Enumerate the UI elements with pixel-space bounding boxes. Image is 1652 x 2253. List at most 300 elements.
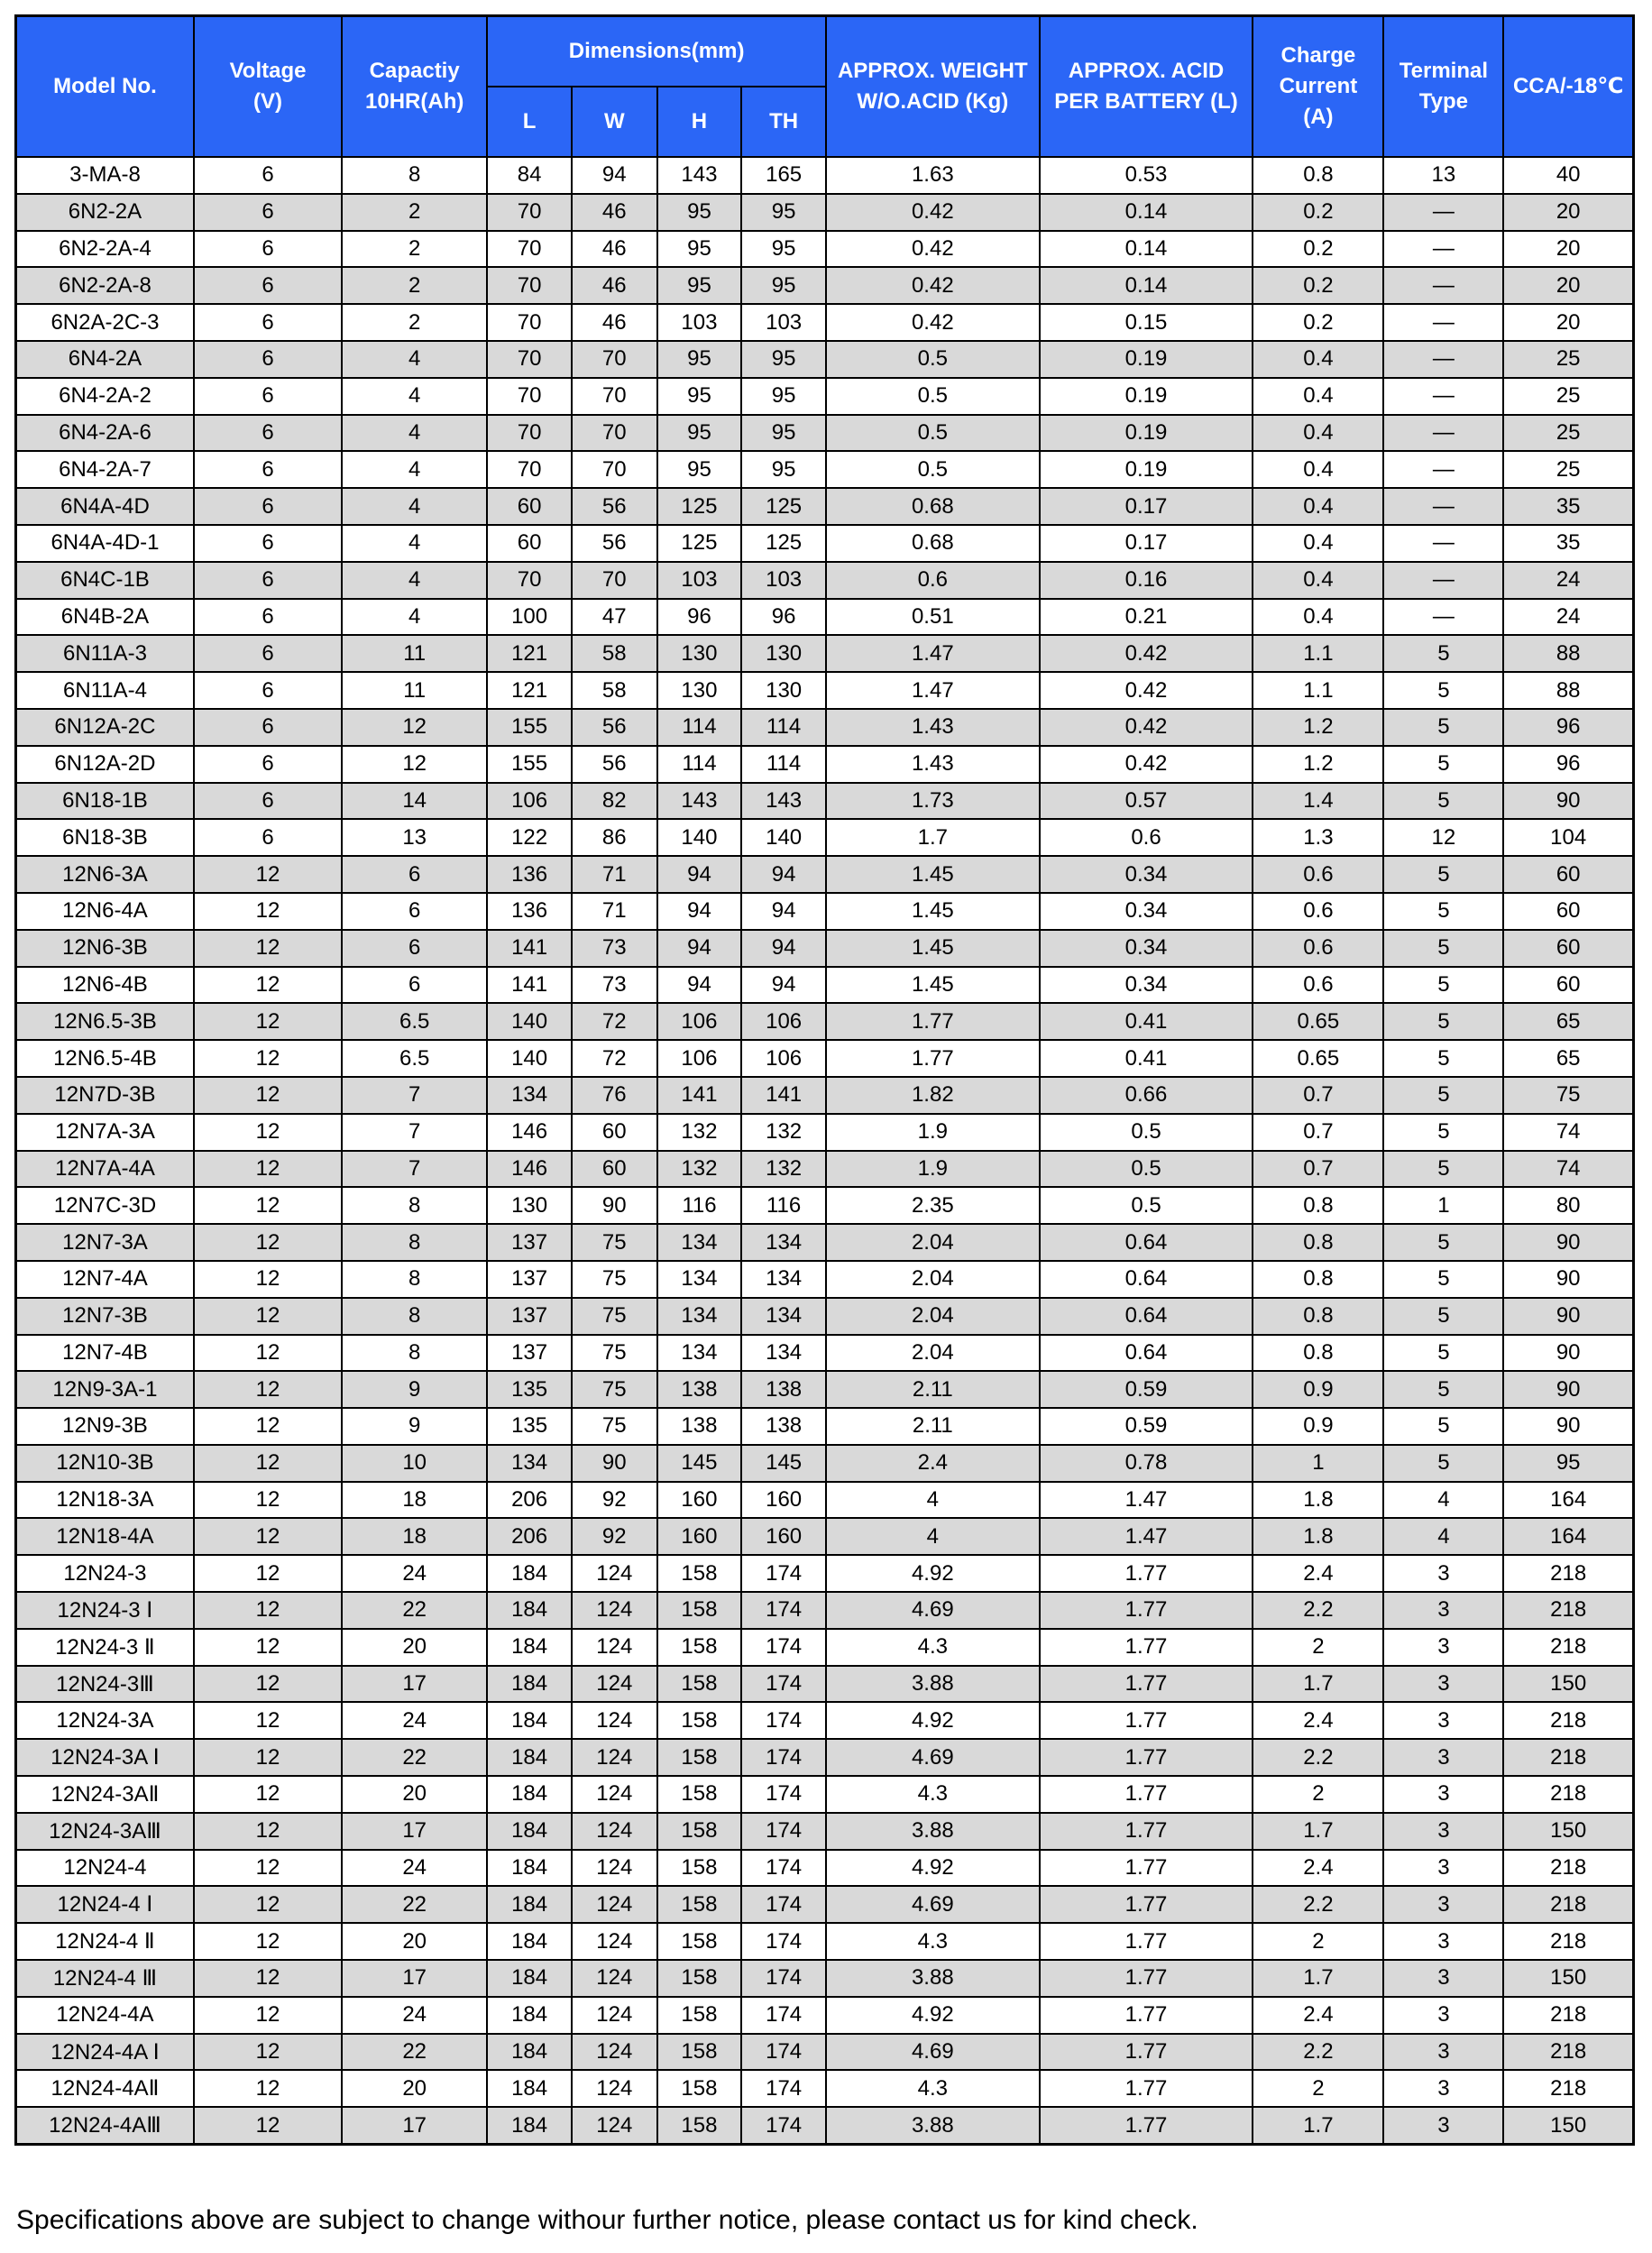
- cell-dim-th: 96: [741, 599, 826, 636]
- cell-dim-l: 70: [487, 194, 572, 231]
- cell-capacity: 20: [342, 2070, 487, 2107]
- cell-acid: 1.77: [1040, 1592, 1253, 1629]
- cell-cca: 74: [1503, 1114, 1633, 1151]
- cell-dim-h: 143: [657, 157, 742, 194]
- cell-dim-h: 158: [657, 1813, 742, 1850]
- cell-capacity: 4: [342, 378, 487, 415]
- cell-dim-l: 141: [487, 930, 572, 967]
- cell-voltage: 12: [194, 893, 342, 930]
- cell-terminal-type: 3: [1383, 1997, 1503, 2034]
- cell-charge-current: 1: [1253, 1445, 1383, 1482]
- table-row: [16, 1850, 1634, 1887]
- cell-dim-l: 184: [487, 1886, 572, 1923]
- cell-voltage: 6: [194, 194, 342, 231]
- cell-dim-w: 60: [572, 1151, 657, 1188]
- cell-acid: 0.19: [1040, 415, 1253, 452]
- cell-dim-l: 206: [487, 1482, 572, 1519]
- cell-dim-h: 134: [657, 1224, 742, 1261]
- cell-terminal-type: 5: [1383, 893, 1503, 930]
- cell-acid: 1.77: [1040, 1813, 1253, 1850]
- table-row: [16, 2070, 1634, 2107]
- cell-charge-current: 0.7: [1253, 1114, 1383, 1151]
- cell-weight: 1.43: [826, 709, 1040, 746]
- cell-cca: 164: [1503, 1482, 1633, 1519]
- cell-dim-h: 158: [657, 1850, 742, 1887]
- table-row: [16, 1482, 1634, 1519]
- cell-acid: 0.53: [1040, 157, 1253, 194]
- table-row: [16, 1261, 1634, 1298]
- cell-dim-th: 114: [741, 746, 826, 783]
- table-row: [16, 157, 1634, 194]
- cell-terminal-type: 3: [1383, 1850, 1503, 1887]
- cell-cca: 60: [1503, 856, 1633, 893]
- battery-spec-table: [14, 14, 1635, 2146]
- cell-dim-w: 124: [572, 1592, 657, 1629]
- cell-voltage: 12: [194, 930, 342, 967]
- cell-cca: 88: [1503, 635, 1633, 672]
- cell-charge-current: 0.4: [1253, 378, 1383, 415]
- cell-capacity: 9: [342, 1408, 487, 1445]
- cell-dim-h: 160: [657, 1482, 742, 1519]
- table-row: [16, 1555, 1634, 1592]
- cell-acid: 0.59: [1040, 1371, 1253, 1408]
- cell-voltage: 12: [194, 1187, 342, 1224]
- cell-capacity: 4: [342, 525, 487, 562]
- cell-capacity: 13: [342, 819, 487, 856]
- cell-dim-th: 174: [741, 1997, 826, 2034]
- table-row: [16, 635, 1634, 672]
- cell-terminal-type: —: [1383, 488, 1503, 525]
- cell-dim-h: 125: [657, 525, 742, 562]
- cell-model: 12N7-4A: [16, 1261, 194, 1298]
- cell-charge-current: 1.7: [1253, 1960, 1383, 1997]
- cell-dim-w: 124: [572, 2034, 657, 2071]
- cell-weight: 4.92: [826, 1997, 1040, 2034]
- cell-dim-l: 137: [487, 1224, 572, 1261]
- cell-dim-th: 174: [741, 1960, 826, 1997]
- cell-dim-th: 134: [741, 1298, 826, 1335]
- cell-voltage: 12: [194, 1776, 342, 1813]
- cell-terminal-type: 3: [1383, 1739, 1503, 1776]
- cell-model: 6N2-2A: [16, 194, 194, 231]
- cell-cca: 150: [1503, 1813, 1633, 1850]
- cell-dim-h: 116: [657, 1187, 742, 1224]
- cell-model: 12N6-4B: [16, 967, 194, 1004]
- cell-acid: 0.78: [1040, 1445, 1253, 1482]
- cell-capacity: 4: [342, 599, 487, 636]
- cell-charge-current: 1.7: [1253, 1813, 1383, 1850]
- cell-terminal-type: 3: [1383, 2107, 1503, 2144]
- cell-dim-w: 124: [572, 1666, 657, 1703]
- cell-dim-l: 122: [487, 819, 572, 856]
- cell-charge-current: 0.2: [1253, 304, 1383, 341]
- cell-capacity: 8: [342, 1187, 487, 1224]
- cell-weight: 0.42: [826, 267, 1040, 304]
- cell-acid: 0.5: [1040, 1187, 1253, 1224]
- table-row: [16, 2034, 1634, 2071]
- cell-capacity: 14: [342, 783, 487, 820]
- cell-cca: 75: [1503, 1077, 1633, 1114]
- cell-weight: 1.43: [826, 746, 1040, 783]
- cell-cca: 104: [1503, 819, 1633, 856]
- table-row: [16, 1298, 1634, 1335]
- cell-dim-w: 124: [572, 1923, 657, 1960]
- cell-dim-th: 174: [741, 1923, 826, 1960]
- cell-dim-th: 95: [741, 378, 826, 415]
- cell-dim-l: 184: [487, 1629, 572, 1666]
- cell-dim-th: 174: [741, 1592, 826, 1629]
- cell-acid: 0.34: [1040, 930, 1253, 967]
- cell-weight: 0.6: [826, 562, 1040, 599]
- cell-weight: 0.5: [826, 451, 1040, 488]
- cell-dim-h: 140: [657, 819, 742, 856]
- cell-model: 6N2-2A-4: [16, 231, 194, 268]
- cell-model: 12N24-3AⅢ: [16, 1813, 194, 1850]
- cell-dim-l: 134: [487, 1445, 572, 1482]
- cell-acid: 0.14: [1040, 267, 1253, 304]
- cell-cca: 25: [1503, 415, 1633, 452]
- cell-dim-h: 132: [657, 1151, 742, 1188]
- cell-dim-h: 158: [657, 1923, 742, 1960]
- cell-model: 6N4A-4D: [16, 488, 194, 525]
- cell-dim-h: 130: [657, 672, 742, 709]
- cell-acid: 0.57: [1040, 783, 1253, 820]
- table-row: [16, 451, 1634, 488]
- cell-dim-w: 75: [572, 1224, 657, 1261]
- cell-dim-l: 121: [487, 672, 572, 709]
- cell-dim-th: 140: [741, 819, 826, 856]
- cell-acid: 1.77: [1040, 1702, 1253, 1739]
- cell-dim-th: 160: [741, 1482, 826, 1519]
- cell-voltage: 12: [194, 1886, 342, 1923]
- cell-model: 6N4A-4D-1: [16, 525, 194, 562]
- cell-acid: 1.77: [1040, 1886, 1253, 1923]
- cell-dim-th: 114: [741, 709, 826, 746]
- table-row: [16, 893, 1634, 930]
- table-row: [16, 1187, 1634, 1224]
- cell-charge-current: 0.2: [1253, 194, 1383, 231]
- cell-voltage: 6: [194, 415, 342, 452]
- cell-voltage: 12: [194, 967, 342, 1004]
- cell-weight: 2.4: [826, 1445, 1040, 1482]
- cell-charge-current: 0.4: [1253, 525, 1383, 562]
- cell-dim-w: 124: [572, 1886, 657, 1923]
- cell-voltage: 12: [194, 1040, 342, 1077]
- cell-charge-current: 1.4: [1253, 783, 1383, 820]
- cell-dim-th: 125: [741, 488, 826, 525]
- cell-weight: 2.11: [826, 1408, 1040, 1445]
- cell-voltage: 12: [194, 1298, 342, 1335]
- cell-model: 12N7D-3B: [16, 1077, 194, 1114]
- cell-dim-l: 140: [487, 1003, 572, 1040]
- cell-charge-current: 1.2: [1253, 709, 1383, 746]
- cell-weight: 1.45: [826, 893, 1040, 930]
- cell-dim-th: 94: [741, 893, 826, 930]
- cell-dim-l: 184: [487, 1997, 572, 2034]
- cell-charge-current: 0.7: [1253, 1151, 1383, 1188]
- cell-dim-h: 130: [657, 635, 742, 672]
- table-row: [16, 1003, 1634, 1040]
- cell-dim-w: 47: [572, 599, 657, 636]
- cell-model: 12N24-4 Ⅲ: [16, 1960, 194, 1997]
- cell-acid: 1.47: [1040, 1518, 1253, 1555]
- cell-charge-current: 0.4: [1253, 451, 1383, 488]
- table-row: [16, 1114, 1634, 1151]
- cell-cca: 60: [1503, 967, 1633, 1004]
- cell-dim-w: 56: [572, 746, 657, 783]
- cell-dim-l: 184: [487, 2107, 572, 2144]
- cell-dim-h: 95: [657, 341, 742, 378]
- cell-capacity: 24: [342, 1555, 487, 1592]
- cell-dim-l: 184: [487, 1739, 572, 1776]
- cell-model: 12N7-3B: [16, 1298, 194, 1335]
- header-model: Model No.: [16, 16, 194, 158]
- cell-voltage: 12: [194, 1114, 342, 1151]
- cell-cca: 80: [1503, 1187, 1633, 1224]
- cell-charge-current: 2.4: [1253, 1555, 1383, 1592]
- cell-dim-w: 124: [572, 1997, 657, 2034]
- cell-model: 12N24-3: [16, 1555, 194, 1592]
- cell-dim-w: 124: [572, 1739, 657, 1776]
- cell-cca: 218: [1503, 1629, 1633, 1666]
- cell-cca: 150: [1503, 1960, 1633, 1997]
- cell-cca: 25: [1503, 378, 1633, 415]
- cell-dim-l: 135: [487, 1371, 572, 1408]
- table-row: [16, 967, 1634, 1004]
- cell-dim-th: 95: [741, 194, 826, 231]
- table-row: [16, 1666, 1634, 1703]
- cell-terminal-type: 5: [1383, 1408, 1503, 1445]
- cell-charge-current: 2.2: [1253, 1739, 1383, 1776]
- cell-terminal-type: 3: [1383, 1592, 1503, 1629]
- cell-weight: 1.73: [826, 783, 1040, 820]
- cell-model: 12N6-3A: [16, 856, 194, 893]
- cell-cca: 150: [1503, 1666, 1633, 1703]
- cell-dim-w: 56: [572, 488, 657, 525]
- cell-acid: 0.19: [1040, 341, 1253, 378]
- cell-weight: 0.68: [826, 525, 1040, 562]
- cell-capacity: 8: [342, 1335, 487, 1372]
- cell-weight: 4.3: [826, 2070, 1040, 2107]
- cell-dim-l: 136: [487, 856, 572, 893]
- cell-acid: 0.41: [1040, 1003, 1253, 1040]
- cell-charge-current: 1.8: [1253, 1518, 1383, 1555]
- cell-model: 12N9-3B: [16, 1408, 194, 1445]
- cell-dim-h: 94: [657, 856, 742, 893]
- cell-terminal-type: 5: [1383, 1298, 1503, 1335]
- cell-dim-w: 75: [572, 1371, 657, 1408]
- cell-dim-h: 158: [657, 1629, 742, 1666]
- cell-capacity: 24: [342, 1702, 487, 1739]
- cell-model: 12N7-3A: [16, 1224, 194, 1261]
- cell-terminal-type: —: [1383, 194, 1503, 231]
- cell-acid: 0.41: [1040, 1040, 1253, 1077]
- cell-acid: 1.77: [1040, 1850, 1253, 1887]
- cell-model: 12N7A-3A: [16, 1114, 194, 1151]
- cell-model: 6N2-2A-8: [16, 267, 194, 304]
- table-row: [16, 709, 1634, 746]
- cell-dim-th: 125: [741, 525, 826, 562]
- cell-weight: 0.68: [826, 488, 1040, 525]
- cell-terminal-type: 3: [1383, 1886, 1503, 1923]
- cell-capacity: 22: [342, 1739, 487, 1776]
- table-row: [16, 304, 1634, 341]
- cell-model: 6N4-2A-2: [16, 378, 194, 415]
- cell-voltage: 6: [194, 525, 342, 562]
- cell-capacity: 10: [342, 1445, 487, 1482]
- cell-dim-h: 158: [657, 2034, 742, 2071]
- table-row: [16, 672, 1634, 709]
- cell-dim-l: 137: [487, 1335, 572, 1372]
- cell-model: 6N18-3B: [16, 819, 194, 856]
- cell-terminal-type: 12: [1383, 819, 1503, 856]
- cell-voltage: 12: [194, 1371, 342, 1408]
- cell-capacity: 6: [342, 856, 487, 893]
- cell-charge-current: 2.2: [1253, 1886, 1383, 1923]
- cell-acid: 0.66: [1040, 1077, 1253, 1114]
- cell-model: 12N24-3A: [16, 1702, 194, 1739]
- cell-model: 6N4-2A-7: [16, 451, 194, 488]
- cell-cca: 95: [1503, 1445, 1633, 1482]
- cell-charge-current: 0.4: [1253, 488, 1383, 525]
- cell-dim-h: 160: [657, 1518, 742, 1555]
- cell-weight: 1.77: [826, 1040, 1040, 1077]
- cell-dim-th: 95: [741, 451, 826, 488]
- cell-dim-w: 58: [572, 635, 657, 672]
- table-row: [16, 231, 1634, 268]
- cell-cca: 35: [1503, 488, 1633, 525]
- cell-charge-current: 0.8: [1253, 1298, 1383, 1335]
- cell-terminal-type: 3: [1383, 1813, 1503, 1850]
- cell-voltage: 12: [194, 1923, 342, 1960]
- cell-model: 12N24-4: [16, 1850, 194, 1887]
- cell-acid: 1.77: [1040, 1555, 1253, 1592]
- cell-capacity: 17: [342, 2107, 487, 2144]
- table-row: [16, 1629, 1634, 1666]
- cell-capacity: 2: [342, 231, 487, 268]
- table-row: [16, 1151, 1634, 1188]
- cell-capacity: 18: [342, 1482, 487, 1519]
- cell-capacity: 12: [342, 746, 487, 783]
- cell-model: 6N12A-2C: [16, 709, 194, 746]
- cell-voltage: 12: [194, 1592, 342, 1629]
- cell-model: 6N12A-2D: [16, 746, 194, 783]
- cell-cca: 74: [1503, 1151, 1633, 1188]
- cell-cca: 35: [1503, 525, 1633, 562]
- cell-cca: 218: [1503, 1739, 1633, 1776]
- cell-capacity: 12: [342, 709, 487, 746]
- cell-dim-h: 158: [657, 1592, 742, 1629]
- cell-voltage: 12: [194, 1813, 342, 1850]
- cell-model: 12N6.5-4B: [16, 1040, 194, 1077]
- cell-dim-w: 73: [572, 930, 657, 967]
- cell-acid: 0.64: [1040, 1224, 1253, 1261]
- cell-voltage: 12: [194, 1408, 342, 1445]
- cell-weight: 2.04: [826, 1335, 1040, 1372]
- cell-dim-w: 60: [572, 1114, 657, 1151]
- cell-dim-th: 174: [741, 1813, 826, 1850]
- cell-dim-th: 174: [741, 2107, 826, 2144]
- cell-acid: 1.77: [1040, 2070, 1253, 2107]
- cell-dim-th: 174: [741, 1850, 826, 1887]
- cell-dim-h: 94: [657, 893, 742, 930]
- cell-cca: 90: [1503, 1408, 1633, 1445]
- cell-voltage: 6: [194, 783, 342, 820]
- cell-weight: 4.92: [826, 1555, 1040, 1592]
- cell-acid: 0.5: [1040, 1114, 1253, 1151]
- cell-acid: 0.6: [1040, 819, 1253, 856]
- header-acid: APPROX. ACID PER BATTERY (L): [1040, 16, 1253, 158]
- cell-weight: 4.69: [826, 2034, 1040, 2071]
- cell-cca: 20: [1503, 231, 1633, 268]
- cell-terminal-type: 3: [1383, 1923, 1503, 1960]
- cell-dim-l: 70: [487, 378, 572, 415]
- cell-dim-h: 158: [657, 1666, 742, 1703]
- cell-dim-h: 158: [657, 1739, 742, 1776]
- table-row: [16, 2107, 1634, 2144]
- cell-terminal-type: 3: [1383, 1666, 1503, 1703]
- cell-model: 12N24-4 Ⅰ: [16, 1886, 194, 1923]
- cell-charge-current: 2: [1253, 1629, 1383, 1666]
- cell-capacity: 24: [342, 1850, 487, 1887]
- cell-dim-w: 90: [572, 1445, 657, 1482]
- footnote: Specifications above are subject to change withour further notice, please contact us for kind check.: [16, 2205, 1198, 2235]
- cell-terminal-type: 13: [1383, 157, 1503, 194]
- cell-dim-h: 95: [657, 451, 742, 488]
- cell-charge-current: 0.4: [1253, 341, 1383, 378]
- cell-cca: 90: [1503, 1298, 1633, 1335]
- cell-dim-h: 106: [657, 1040, 742, 1077]
- cell-terminal-type: —: [1383, 378, 1503, 415]
- cell-weight: 1.82: [826, 1077, 1040, 1114]
- cell-dim-w: 46: [572, 231, 657, 268]
- table-row: [16, 1997, 1634, 2034]
- cell-dim-w: 73: [572, 967, 657, 1004]
- cell-dim-l: 184: [487, 1960, 572, 1997]
- cell-dim-w: 82: [572, 783, 657, 820]
- cell-capacity: 20: [342, 1776, 487, 1813]
- cell-charge-current: 0.9: [1253, 1371, 1383, 1408]
- cell-dim-l: 60: [487, 525, 572, 562]
- cell-dim-th: 165: [741, 157, 826, 194]
- cell-dim-l: 184: [487, 1776, 572, 1813]
- cell-charge-current: 2: [1253, 1776, 1383, 1813]
- cell-model: 12N24-4 Ⅱ: [16, 1923, 194, 1960]
- cell-voltage: 12: [194, 1702, 342, 1739]
- cell-capacity: 22: [342, 1592, 487, 1629]
- cell-acid: 0.5: [1040, 1151, 1253, 1188]
- table-row: [16, 415, 1634, 452]
- header-charge-current: Charge Current (A): [1253, 16, 1383, 158]
- cell-dim-th: 130: [741, 672, 826, 709]
- cell-dim-th: 95: [741, 231, 826, 268]
- cell-cca: 90: [1503, 1224, 1633, 1261]
- cell-terminal-type: 5: [1383, 1077, 1503, 1114]
- cell-dim-w: 70: [572, 341, 657, 378]
- cell-voltage: 12: [194, 1261, 342, 1298]
- cell-charge-current: 2.2: [1253, 1592, 1383, 1629]
- cell-dim-h: 158: [657, 1960, 742, 1997]
- cell-voltage: 12: [194, 1850, 342, 1887]
- cell-voltage: 6: [194, 231, 342, 268]
- cell-cca: 20: [1503, 304, 1633, 341]
- cell-capacity: 7: [342, 1077, 487, 1114]
- cell-model: 12N18-3A: [16, 1482, 194, 1519]
- table-row: [16, 1077, 1634, 1114]
- cell-dim-w: 124: [572, 1850, 657, 1887]
- cell-acid: 0.64: [1040, 1335, 1253, 1372]
- cell-dim-h: 106: [657, 1003, 742, 1040]
